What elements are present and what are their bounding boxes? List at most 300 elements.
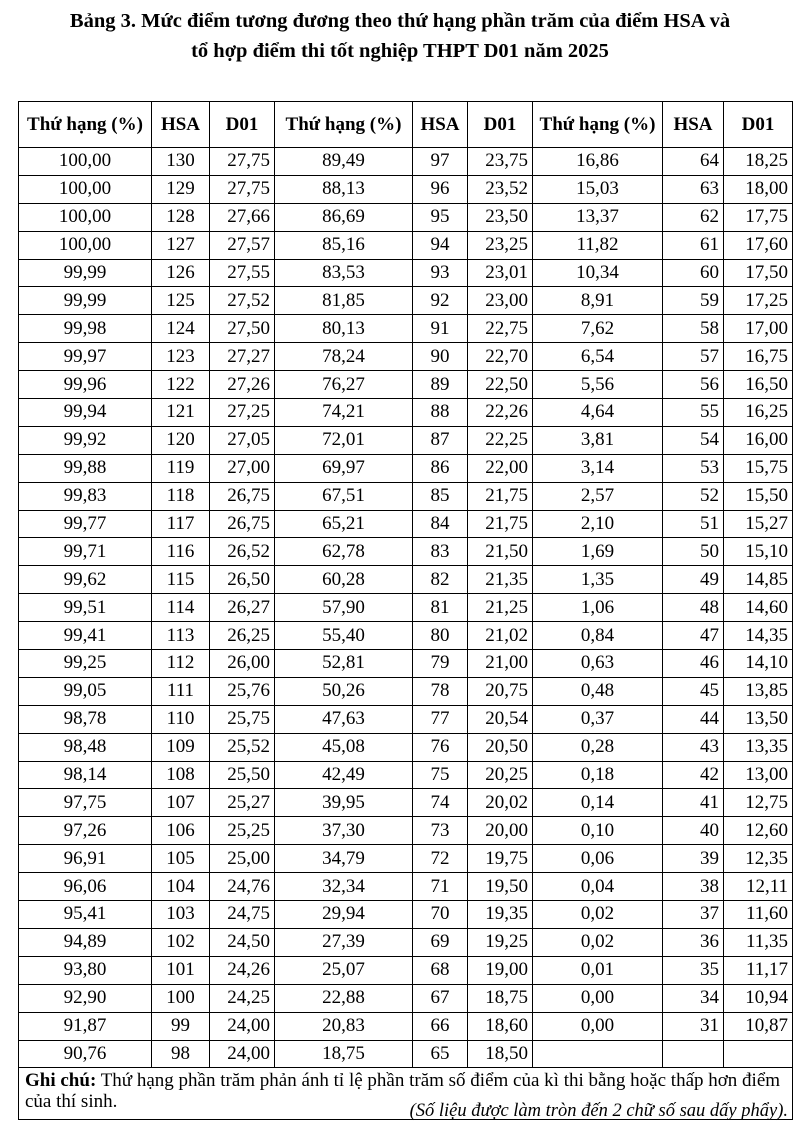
cell-hsa-3: 45 — [663, 677, 724, 705]
cell-hsa-1: 116 — [152, 538, 210, 566]
cell-hsa-3: 50 — [663, 538, 724, 566]
table-row — [19, 928, 793, 956]
cell-hsa-2: 75 — [413, 761, 468, 789]
cell-rank-1: 99,96 — [19, 371, 152, 399]
cell-hsa-3: 53 — [663, 454, 724, 482]
cell-rank-2: 60,28 — [275, 566, 413, 594]
cell-hsa-1: 123 — [152, 343, 210, 371]
cell-d01-2: 20,25 — [468, 761, 533, 789]
cell-d01-1: 27,05 — [210, 426, 275, 454]
cell-d01-2: 21,00 — [468, 650, 533, 678]
table-row — [19, 761, 793, 789]
note-label: Ghi chú: — [25, 1070, 97, 1092]
cell-hsa-2: 70 — [413, 901, 468, 929]
cell-hsa-3: 42 — [663, 761, 724, 789]
table-row — [19, 650, 793, 678]
cell-d01-1: 24,00 — [210, 1012, 275, 1040]
cell-rank-2: 50,26 — [275, 677, 413, 705]
cell-d01-2: 19,00 — [468, 956, 533, 984]
cell-d01-3: 17,75 — [724, 203, 793, 231]
cell-hsa-1: 105 — [152, 845, 210, 873]
cell-d01-3: 15,27 — [724, 510, 793, 538]
cell-rank-1: 99,41 — [19, 622, 152, 650]
cell-hsa-1: 99 — [152, 1012, 210, 1040]
cell-rank-1: 99,98 — [19, 315, 152, 343]
cell-d01-3: 12,60 — [724, 817, 793, 845]
cell-d01-2: 21,75 — [468, 510, 533, 538]
cell-hsa-3: 47 — [663, 622, 724, 650]
table-row — [19, 454, 793, 482]
cell-rank-3: 0,06 — [533, 845, 663, 873]
cell-rank-2: 45,08 — [275, 733, 413, 761]
header-d01-1: D01 — [210, 102, 275, 148]
cell-d01-1: 26,27 — [210, 594, 275, 622]
cell-rank-3: 0,10 — [533, 817, 663, 845]
cell-hsa-2: 68 — [413, 956, 468, 984]
cell-hsa-3: 40 — [663, 817, 724, 845]
cell-hsa-1: 101 — [152, 956, 210, 984]
cell-d01-3: 16,75 — [724, 343, 793, 371]
cell-hsa-1: 103 — [152, 901, 210, 929]
table-row — [19, 705, 793, 733]
table-row — [19, 399, 793, 427]
cell-hsa-2: 96 — [413, 175, 468, 203]
cell-d01-2: 19,35 — [468, 901, 533, 929]
table-row — [19, 287, 793, 315]
cell-rank-2: 22,88 — [275, 984, 413, 1012]
table-row — [19, 873, 793, 901]
cell-rank-1: 93,80 — [19, 956, 152, 984]
cell-d01-2: 22,75 — [468, 315, 533, 343]
cell-rank-1: 95,41 — [19, 901, 152, 929]
cell-d01-2: 23,75 — [468, 148, 533, 176]
cell-rank-3: 0,02 — [533, 901, 663, 929]
cell-rank-2: 27,39 — [275, 928, 413, 956]
cell-hsa-2: 67 — [413, 984, 468, 1012]
cell-d01-3: 17,25 — [724, 287, 793, 315]
cell-rank-2: 72,01 — [275, 426, 413, 454]
cell-rank-1: 98,78 — [19, 705, 152, 733]
cell-d01-2: 18,60 — [468, 1012, 533, 1040]
cell-d01-3: 17,00 — [724, 315, 793, 343]
cell-hsa-2: 81 — [413, 594, 468, 622]
cell-d01-1: 25,27 — [210, 789, 275, 817]
cell-hsa-2: 90 — [413, 343, 468, 371]
cell-d01-1: 26,25 — [210, 622, 275, 650]
cell-rank-2: 39,95 — [275, 789, 413, 817]
cell-d01-2: 21,50 — [468, 538, 533, 566]
cell-hsa-3: 60 — [663, 259, 724, 287]
cell-hsa-3: 35 — [663, 956, 724, 984]
cell-d01-2: 18,50 — [468, 1040, 533, 1068]
cell-hsa-1: 113 — [152, 622, 210, 650]
cell-hsa-1: 128 — [152, 203, 210, 231]
cell-hsa-2: 78 — [413, 677, 468, 705]
header-hsa-3: HSA — [663, 102, 724, 148]
cell-hsa-1: 118 — [152, 482, 210, 510]
cell-d01-2: 20,00 — [468, 817, 533, 845]
cell-rank-3: 0,28 — [533, 733, 663, 761]
cell-hsa-1: 126 — [152, 259, 210, 287]
cell-hsa-2: 82 — [413, 566, 468, 594]
cell-rank-3: 13,37 — [533, 203, 663, 231]
cell-rank-1: 99,83 — [19, 482, 152, 510]
cell-d01-3: 18,25 — [724, 148, 793, 176]
cell-d01-3: 13,50 — [724, 705, 793, 733]
cell-hsa-2: 87 — [413, 426, 468, 454]
cell-rank-2: 25,07 — [275, 956, 413, 984]
cell-hsa-2: 92 — [413, 287, 468, 315]
cell-d01-3: 14,85 — [724, 566, 793, 594]
cell-d01-1: 26,00 — [210, 650, 275, 678]
cell-hsa-1: 115 — [152, 566, 210, 594]
cell-hsa-1: 100 — [152, 984, 210, 1012]
table-row — [19, 426, 793, 454]
cell-hsa-2: 77 — [413, 705, 468, 733]
cell-rank-3: 0,04 — [533, 873, 663, 901]
cell-rank-3: 1,69 — [533, 538, 663, 566]
cell-d01-1: 25,25 — [210, 817, 275, 845]
cell-hsa-3: 41 — [663, 789, 724, 817]
cell-hsa-1: 129 — [152, 175, 210, 203]
cell-hsa-1: 122 — [152, 371, 210, 399]
cell-d01-3: 15,50 — [724, 482, 793, 510]
cell-d01-3: 16,25 — [724, 399, 793, 427]
table-body — [19, 148, 793, 1068]
table-row — [19, 343, 793, 371]
cell-rank-2: 83,53 — [275, 259, 413, 287]
cell-hsa-3: 57 — [663, 343, 724, 371]
cell-rank-2: 37,30 — [275, 817, 413, 845]
cell-hsa-3: 63 — [663, 175, 724, 203]
table-row — [19, 510, 793, 538]
table-row — [19, 566, 793, 594]
cell-rank-1: 92,90 — [19, 984, 152, 1012]
cell-rank-2: 42,49 — [275, 761, 413, 789]
cell-rank-2: 20,83 — [275, 1012, 413, 1040]
cell-d01-3: 16,00 — [724, 426, 793, 454]
cell-rank-2: 80,13 — [275, 315, 413, 343]
cell-d01-1: 27,75 — [210, 148, 275, 176]
cell-rank-2: 52,81 — [275, 650, 413, 678]
table-row — [19, 594, 793, 622]
cell-rank-2: 74,21 — [275, 399, 413, 427]
cell-d01-1: 27,66 — [210, 203, 275, 231]
cell-rank-3: 3,81 — [533, 426, 663, 454]
cell-d01-2: 21,35 — [468, 566, 533, 594]
cell-hsa-1: 114 — [152, 594, 210, 622]
cell-d01-1: 26,75 — [210, 482, 275, 510]
cell-rank-3: 0,00 — [533, 1012, 663, 1040]
cell-d01-3: 11,60 — [724, 901, 793, 929]
cell-rank-1: 99,94 — [19, 399, 152, 427]
cell-hsa-1: 102 — [152, 928, 210, 956]
cell-d01-2: 23,52 — [468, 175, 533, 203]
cell-d01-1: 25,50 — [210, 761, 275, 789]
cell-d01-2: 19,75 — [468, 845, 533, 873]
cell-rank-1: 97,75 — [19, 789, 152, 817]
cell-rank-3: 0,00 — [533, 984, 663, 1012]
cell-hsa-3: 39 — [663, 845, 724, 873]
cell-d01-1: 25,75 — [210, 705, 275, 733]
cell-rank-3: 0,63 — [533, 650, 663, 678]
table-row — [19, 677, 793, 705]
cell-d01-3: 14,10 — [724, 650, 793, 678]
cell-hsa-1: 124 — [152, 315, 210, 343]
cell-rank-1: 99,25 — [19, 650, 152, 678]
cell-rank-1: 99,51 — [19, 594, 152, 622]
cell-rank-3: 2,10 — [533, 510, 663, 538]
table-row — [19, 956, 793, 984]
cell-hsa-2: 94 — [413, 231, 468, 259]
cell-rank-2: 69,97 — [275, 454, 413, 482]
table-row — [19, 231, 793, 259]
cell-d01-3: 10,94 — [724, 984, 793, 1012]
cell-rank-1: 99,77 — [19, 510, 152, 538]
cell-d01-2: 22,25 — [468, 426, 533, 454]
cell-rank-1: 97,26 — [19, 817, 152, 845]
cell-hsa-2: 65 — [413, 1040, 468, 1068]
header-hsa-2: HSA — [413, 102, 468, 148]
cell-hsa-1: 107 — [152, 789, 210, 817]
cell-d01-2: 20,54 — [468, 705, 533, 733]
cell-d01-1: 26,50 — [210, 566, 275, 594]
cell-hsa-2: 74 — [413, 789, 468, 817]
cell-rank-2: 55,40 — [275, 622, 413, 650]
cell-hsa-3: 38 — [663, 873, 724, 901]
table-row — [19, 482, 793, 510]
cell-d01-3: 13,35 — [724, 733, 793, 761]
cell-d01-2: 20,75 — [468, 677, 533, 705]
cell-rank-3: 4,64 — [533, 399, 663, 427]
cell-d01-1: 27,27 — [210, 343, 275, 371]
cell-hsa-2: 85 — [413, 482, 468, 510]
cell-rank-2: 89,49 — [275, 148, 413, 176]
cell-d01-1: 24,26 — [210, 956, 275, 984]
cell-d01-3: 11,35 — [724, 928, 793, 956]
cell-d01-3: 12,35 — [724, 845, 793, 873]
cell-d01-3: 14,60 — [724, 594, 793, 622]
cell-hsa-3: 37 — [663, 901, 724, 929]
cell-rank-3: 7,62 — [533, 315, 663, 343]
cell-d01-1: 27,52 — [210, 287, 275, 315]
cell-hsa-1: 104 — [152, 873, 210, 901]
cell-hsa-1: 111 — [152, 677, 210, 705]
cell-hsa-3: 43 — [663, 733, 724, 761]
cell-hsa-2: 76 — [413, 733, 468, 761]
cell-hsa-3: 58 — [663, 315, 724, 343]
rounding-footnote: (Số liệu được làm tròn đến 2 chữ số sau dấy phẩy). — [409, 1101, 788, 1121]
cell-d01-1: 24,25 — [210, 984, 275, 1012]
table-title-line-2: tổ hợp điểm thi tốt nghiệp THPT D01 năm 2025 — [191, 40, 609, 62]
cell-rank-1: 96,91 — [19, 845, 152, 873]
cell-rank-1: 96,06 — [19, 873, 152, 901]
cell-hsa-3: 44 — [663, 705, 724, 733]
cell-d01-2: 23,00 — [468, 287, 533, 315]
cell-hsa-2: 72 — [413, 845, 468, 873]
cell-d01-1: 25,00 — [210, 845, 275, 873]
cell-d01-2: 20,50 — [468, 733, 533, 761]
cell-hsa-1: 98 — [152, 1040, 210, 1068]
cell-rank-3: 0,14 — [533, 789, 663, 817]
cell-hsa-3: 56 — [663, 371, 724, 399]
cell-rank-2: 47,63 — [275, 705, 413, 733]
cell-rank-1: 99,99 — [19, 287, 152, 315]
cell-rank-1: 100,00 — [19, 231, 152, 259]
cell-hsa-3: 49 — [663, 566, 724, 594]
cell-d01-2: 22,00 — [468, 454, 533, 482]
table-row — [19, 1012, 793, 1040]
cell-rank-2: 67,51 — [275, 482, 413, 510]
cell-rank-3: 0,01 — [533, 956, 663, 984]
cell-rank-3: 1,06 — [533, 594, 663, 622]
table-title-line-1: Bảng 3. Mức điểm tương đương theo thứ hạng phần trăm của điểm HSA và — [69, 10, 731, 32]
cell-d01-2: 20,02 — [468, 789, 533, 817]
cell-d01-2: 21,02 — [468, 622, 533, 650]
cell-hsa-3: 51 — [663, 510, 724, 538]
cell-d01-1: 27,57 — [210, 231, 275, 259]
cell-rank-2: 86,69 — [275, 203, 413, 231]
cell-d01-1: 26,75 — [210, 510, 275, 538]
cell-rank-2: 85,16 — [275, 231, 413, 259]
cell-hsa-2: 71 — [413, 873, 468, 901]
cell-d01-2: 21,75 — [468, 482, 533, 510]
cell-d01-3: 18,00 — [724, 175, 793, 203]
cell-d01-1: 24,00 — [210, 1040, 275, 1068]
cell-hsa-1: 106 — [152, 817, 210, 845]
cell-d01-1: 24,75 — [210, 901, 275, 929]
header-hsa-1: HSA — [152, 102, 210, 148]
table-row — [19, 622, 793, 650]
cell-d01-2: 22,70 — [468, 343, 533, 371]
cell-rank-1: 99,88 — [19, 454, 152, 482]
cell-rank-3 — [533, 1040, 663, 1068]
cell-rank-2: 29,94 — [275, 901, 413, 929]
cell-d01-2: 23,01 — [468, 259, 533, 287]
cell-d01-3: 16,50 — [724, 371, 793, 399]
cell-d01-2: 19,25 — [468, 928, 533, 956]
cell-d01-3: 12,11 — [724, 873, 793, 901]
table-row — [19, 901, 793, 929]
cell-d01-2: 22,26 — [468, 399, 533, 427]
cell-rank-1: 99,97 — [19, 343, 152, 371]
cell-rank-1: 94,89 — [19, 928, 152, 956]
cell-hsa-2: 84 — [413, 510, 468, 538]
cell-hsa-1: 108 — [152, 761, 210, 789]
table-row — [19, 371, 793, 399]
cell-rank-3: 0,02 — [533, 928, 663, 956]
table-row — [19, 817, 793, 845]
cell-hsa-2: 83 — [413, 538, 468, 566]
cell-rank-3: 16,86 — [533, 148, 663, 176]
cell-rank-3: 8,91 — [533, 287, 663, 315]
cell-rank-3: 15,03 — [533, 175, 663, 203]
header-rank-1: Thứ hạng (%) — [19, 102, 152, 148]
cell-d01-3: 17,50 — [724, 259, 793, 287]
cell-rank-1: 99,05 — [19, 677, 152, 705]
cell-hsa-3: 61 — [663, 231, 724, 259]
cell-d01-3: 14,35 — [724, 622, 793, 650]
cell-rank-2: 81,85 — [275, 287, 413, 315]
cell-rank-3: 3,14 — [533, 454, 663, 482]
cell-d01-3: 15,75 — [724, 454, 793, 482]
cell-rank-3: 0,48 — [533, 677, 663, 705]
cell-hsa-2: 91 — [413, 315, 468, 343]
cell-d01-3: 10,87 — [724, 1012, 793, 1040]
cell-rank-3: 2,57 — [533, 482, 663, 510]
cell-hsa-3: 52 — [663, 482, 724, 510]
table-row — [19, 259, 793, 287]
cell-rank-3: 11,82 — [533, 231, 663, 259]
cell-hsa-3: 48 — [663, 594, 724, 622]
cell-hsa-3: 64 — [663, 148, 724, 176]
cell-hsa-1: 121 — [152, 399, 210, 427]
cell-rank-1: 99,62 — [19, 566, 152, 594]
cell-d01-1: 27,50 — [210, 315, 275, 343]
cell-rank-3: 10,34 — [533, 259, 663, 287]
cell-hsa-3: 55 — [663, 399, 724, 427]
table-row — [19, 203, 793, 231]
cell-rank-3: 6,54 — [533, 343, 663, 371]
cell-rank-2: 57,90 — [275, 594, 413, 622]
cell-rank-1: 98,14 — [19, 761, 152, 789]
cell-d01-1: 24,76 — [210, 873, 275, 901]
cell-hsa-1: 119 — [152, 454, 210, 482]
cell-d01-1: 27,00 — [210, 454, 275, 482]
cell-d01-1: 27,55 — [210, 259, 275, 287]
note-text: Thứ hạng phần trăm phản ánh tỉ lệ phần trăm số điểm của kì thi bằng hoặc thấp hơn điểm của thí sinh. — [25, 1070, 781, 1113]
table-row — [19, 984, 793, 1012]
cell-rank-2: 34,79 — [275, 845, 413, 873]
cell-hsa-2: 89 — [413, 371, 468, 399]
cell-rank-1: 99,92 — [19, 426, 152, 454]
cell-rank-3: 1,35 — [533, 566, 663, 594]
table-row — [19, 148, 793, 176]
cell-rank-1: 90,76 — [19, 1040, 152, 1068]
cell-rank-3: 0,84 — [533, 622, 663, 650]
table-row — [19, 315, 793, 343]
cell-d01-1: 27,26 — [210, 371, 275, 399]
cell-rank-1: 100,00 — [19, 148, 152, 176]
cell-hsa-3: 36 — [663, 928, 724, 956]
header-d01-3: D01 — [724, 102, 793, 148]
cell-d01-3: 17,60 — [724, 231, 793, 259]
cell-hsa-1: 127 — [152, 231, 210, 259]
cell-rank-2: 78,24 — [275, 343, 413, 371]
cell-hsa-1: 110 — [152, 705, 210, 733]
cell-rank-2: 32,34 — [275, 873, 413, 901]
cell-hsa-2: 86 — [413, 454, 468, 482]
cell-rank-2: 62,78 — [275, 538, 413, 566]
cell-d01-1: 25,76 — [210, 677, 275, 705]
cell-hsa-2: 69 — [413, 928, 468, 956]
cell-hsa-1: 130 — [152, 148, 210, 176]
cell-hsa-2: 95 — [413, 203, 468, 231]
table-row — [19, 845, 793, 873]
cell-hsa-3: 34 — [663, 984, 724, 1012]
cell-d01-3: 12,75 — [724, 789, 793, 817]
cell-hsa-2: 80 — [413, 622, 468, 650]
cell-hsa-1: 125 — [152, 287, 210, 315]
cell-d01-3: 13,85 — [724, 677, 793, 705]
cell-d01-2: 22,50 — [468, 371, 533, 399]
cell-d01-3 — [724, 1040, 793, 1068]
cell-hsa-1: 120 — [152, 426, 210, 454]
header-rank-3: Thứ hạng (%) — [533, 102, 663, 148]
cell-d01-1: 27,25 — [210, 399, 275, 427]
cell-hsa-3 — [663, 1040, 724, 1068]
cell-rank-3: 0,18 — [533, 761, 663, 789]
